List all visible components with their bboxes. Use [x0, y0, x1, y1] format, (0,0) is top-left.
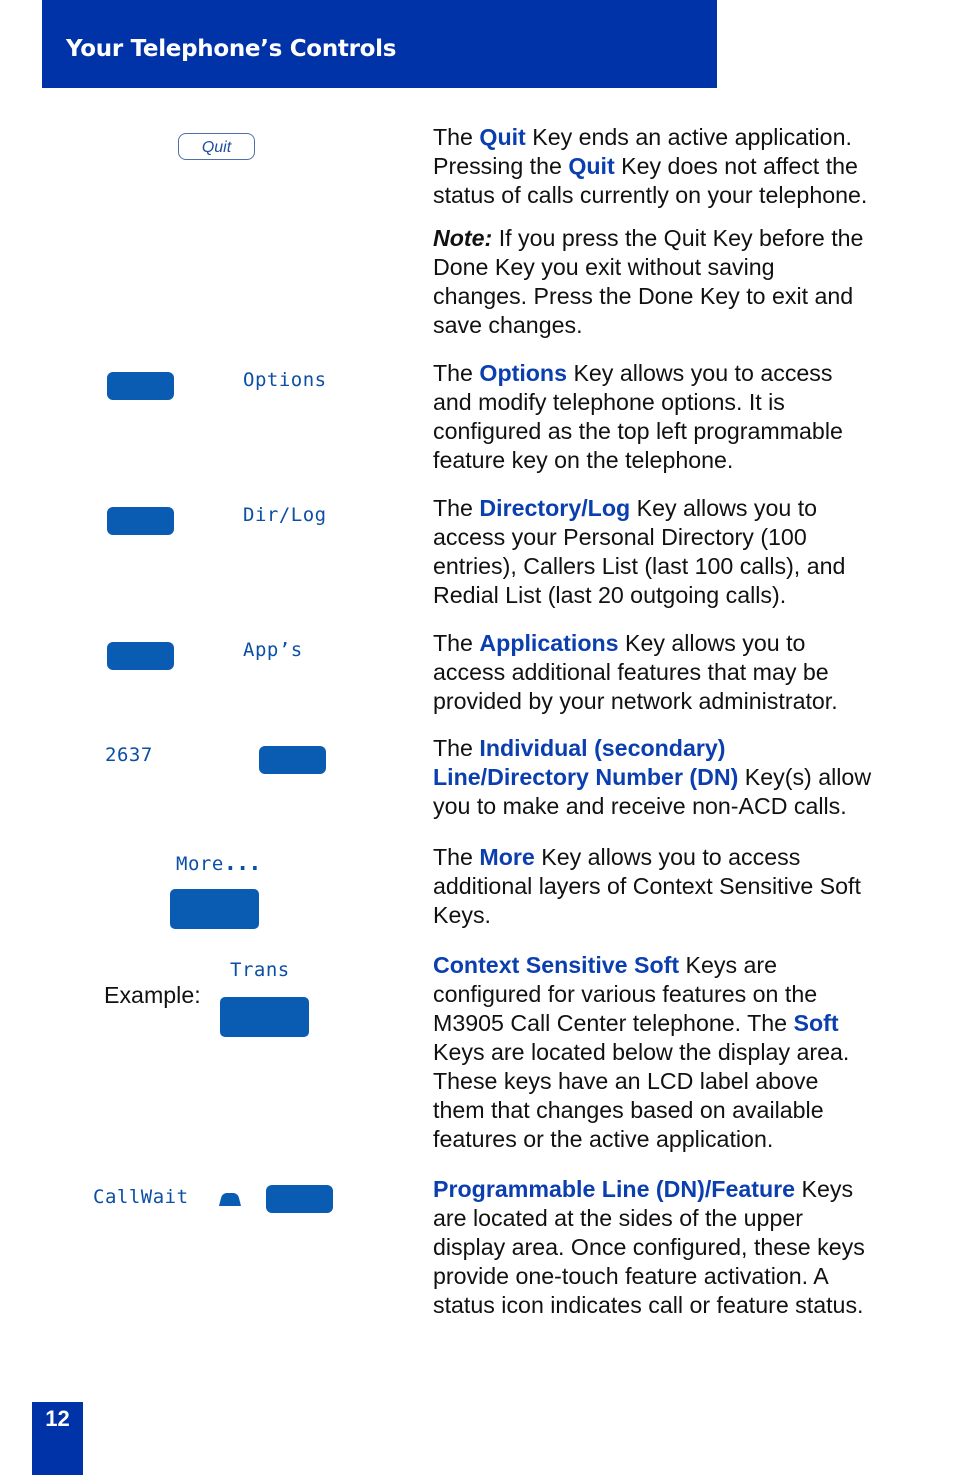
applications-description: The Applications Key allows you to access additional features that may be provided by your network administrator.: [433, 630, 838, 714]
dn-description: The Individual (secondary) Line/Directory Number (DN) Key(s) allow you to make and receive non-ACD calls.: [433, 735, 872, 819]
options-description: The Options Key allows you to access and modify telephone options. It is configured as the top left programmable feature key on the telephone.: [433, 360, 843, 473]
quit-key[interactable]: Quit: [178, 133, 255, 160]
callwait-lcd-label: CallWait: [93, 1186, 189, 1208]
note-label: Note:: [433, 225, 493, 251]
options-lcd-label: Options: [243, 369, 327, 391]
page-number: 12: [45, 1406, 70, 1431]
header-bar: [42, 0, 717, 88]
soft-key-example[interactable]: [220, 997, 309, 1037]
note-paragraph: Note: If you press the Quit Key before the Done Key you exit without saving changes. Press the Done Key to exit and save changes.: [433, 225, 864, 338]
dirlog-lcd-label: Dir/Log: [243, 504, 327, 526]
more-dots: ...: [223, 851, 261, 876]
quit-description: The Quit Key ends an active application. Pressing the Quit Key does not affect the status of calls currently on your telephone.: [433, 124, 868, 208]
example-label: Example:: [104, 982, 201, 1008]
telephone-status-icon: [217, 1189, 243, 1207]
programmable-feature-key[interactable]: [266, 1185, 333, 1213]
trans-lcd-label: Trans: [230, 959, 290, 981]
soft-keys-description: Context Sensitive Soft Keys are configured for various features on the M3905 Call Center telephone. The Soft Keys are located below the display area. These keys have an LCD label above them that changes based on available features or the active application.: [433, 952, 850, 1152]
directory-log-description: The Directory/Log Key allows you to access your Personal Directory (100 entries), Callers List (last 100 calls), and Redial List (last 20 outgoing calls).: [433, 495, 846, 608]
programmable-keys-description: Programmable Line (DN)/Feature Keys are located at the sides of the upper display area. Once configured, these keys provide one-touch feature activation. A status icon indicates call or feature status.: [433, 1176, 865, 1318]
directory-log-key[interactable]: [107, 507, 174, 535]
more-lcd-label: [176, 851, 261, 876]
line-dn-key[interactable]: [259, 746, 326, 774]
apps-lcd-label: App’s: [243, 639, 303, 661]
dn-lcd-label: 2637: [105, 744, 153, 766]
more-description: The More Key allows you to access additional layers of Context Sensitive Soft Keys.: [433, 844, 861, 928]
page-number-tab: [32, 1402, 83, 1475]
page-title: Your Telephone’s Controls: [66, 36, 397, 62]
more-lcd-text: More: [176, 853, 224, 875]
more-key[interactable]: [170, 889, 259, 929]
options-key[interactable]: [107, 372, 174, 400]
applications-key[interactable]: [107, 642, 174, 670]
